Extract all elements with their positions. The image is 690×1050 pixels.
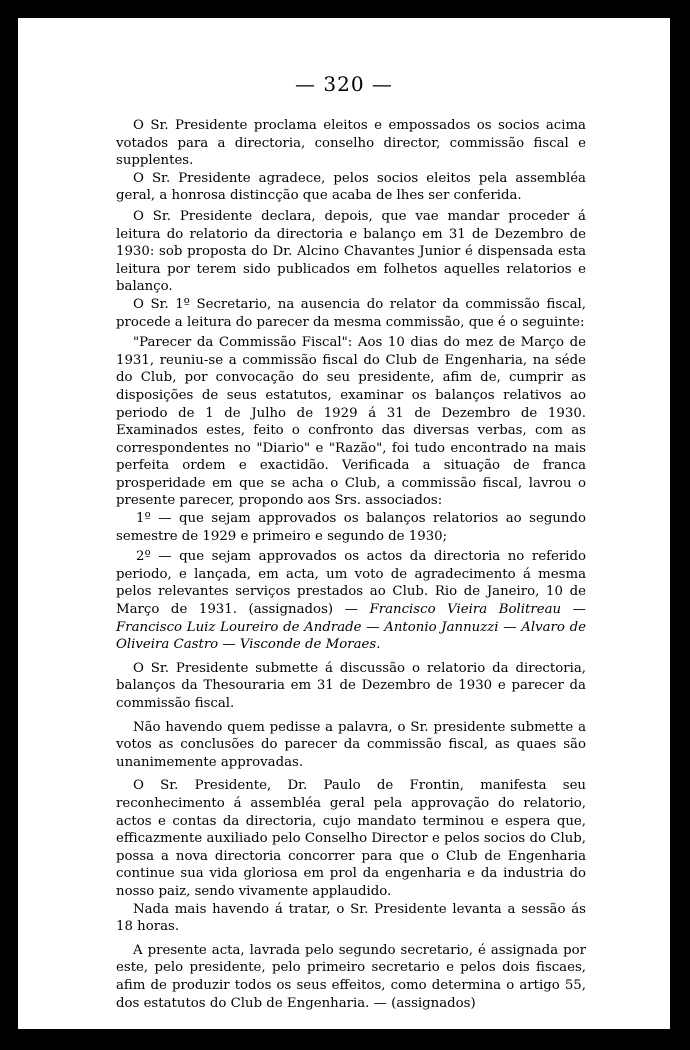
signatures: Francisco Vieira Bolitreau — Francisco Luiz Loureiro de Andrade — Antonio Jannuzzi — Alvaro de Oliveira Castro — Visconde de Moraes. — [116, 602, 586, 653]
proposal-2-text: 2º — que sejam approvados os actos da directoria no referido periodo, e lançada, em acta, um voto de agradecimento á mesma pelos relevantes serviços prestados ao Club. Rio de Janeiro, 10 de Março de 1931. (assignados) — — [116, 549, 586, 618]
paragraph-secretary: O Sr. 1º Secretario, na ausencia do relator da commissão fiscal, procede a leitura do parecer da mesma commissão, que é o seguinte: — [116, 296, 586, 330]
paragraph-acknowledgement: O Sr. Presidente, Dr. Paulo de Frontin, manifesta seu reconhecimento á assembléa geral pela approvação do relatorio, actos e contas da directoria, cujo mandato terminou e espera que, efficazmente auxiliado pelo Conselho Director e pelos socios do Club, possa a nova directoria concorrer para que o Club de Engenharia continue sua vida gloriosa em prol da engenharia e da industria do nosso paiz, sendo vivamente applaudido. — [116, 778, 586, 899]
page-number: — 320 — — [295, 72, 393, 96]
paragraph-closing: Nada mais havendo á tratar, o Sr. Presidente levanta a sessão ás 18 horas. — [116, 901, 586, 935]
paragraph-fiscal-opinion: "Parecer da Commissão Fiscal": Aos 10 dias do mez de Março de 1931, reuniu-se a commissão fiscal do Club de Engenharia, na séde do Club, por convocação do seu presidente, afim de, cumprir as disposições de seus estatutos, examinar os balanços relativos ao periodo de 1 de Julho de 1929 á 31 de Dezembro de 1930. Examinados estes, feito o confronto das diversas verbas, com as correspondentes no "Diario" e "Razão", foi tudo encontrado na mais perfeita ordem e exactidão. Verificada a situação de franca prosperidade em que se acha o Club, a commissão fiscal, lavrou o presente parecer, propondo aos Srs. associados: — [116, 335, 586, 509]
paragraph-report-reading: O Sr. Presidente declara, depois, que vae mandar proceder á leitura do relatorio da directoria e balanço em 31 de Dezembro de 1930: sob proposta do Dr. Alcino Chavantes Junior é dispensada esta leitura por terem sido publicados em folhetos aquelles relatorios e balanço. — [116, 208, 586, 295]
paragraph-minutes: A presente acta, lavrada pelo segundo secretario, é assignada por este, pelo presidente, pelo primeiro secretario e pelos dois fiscaes, afim de produzir todos os seus effeitos, como determina o artigo 55, dos estatutos do Club de Engenharia. — (assignados) — [116, 942, 586, 1011]
paragraph-discussion: O Sr. Presidente submette á discussão o relatorio da directoria, balanços da Thesouraria em 31 de Dezembro de 1930 e parecer da commissão fiscal. — [116, 660, 586, 711]
paragraph-thanks: O Sr. Presidente agradece, pelos socios eleitos pela assembléa geral, a honrosa distincção que acaba de lhes ser conferida. — [116, 170, 586, 204]
paragraph-vote: Não havendo quem pedisse a palavra, o Sr. presidente submette a votos as conclusões do parecer da commissão fiscal, as quaes são unanimemente approvadas. — [116, 719, 586, 770]
paragraph-proposal-2 — [116, 548, 586, 654]
document-page — [18, 18, 670, 1029]
paragraph-proposal-1: 1º — que sejam approvados os balanços relatorios ao segundo semestre de 1929 e primeiro e segundo de 1930; — [116, 511, 586, 544]
paragraph-proclamation: O Sr. Presidente proclama eleitos e empossados os socios acima votados para a directoria, conselho director, commissão fiscal e supplentes. — [116, 118, 586, 169]
document-body — [116, 117, 586, 1012]
